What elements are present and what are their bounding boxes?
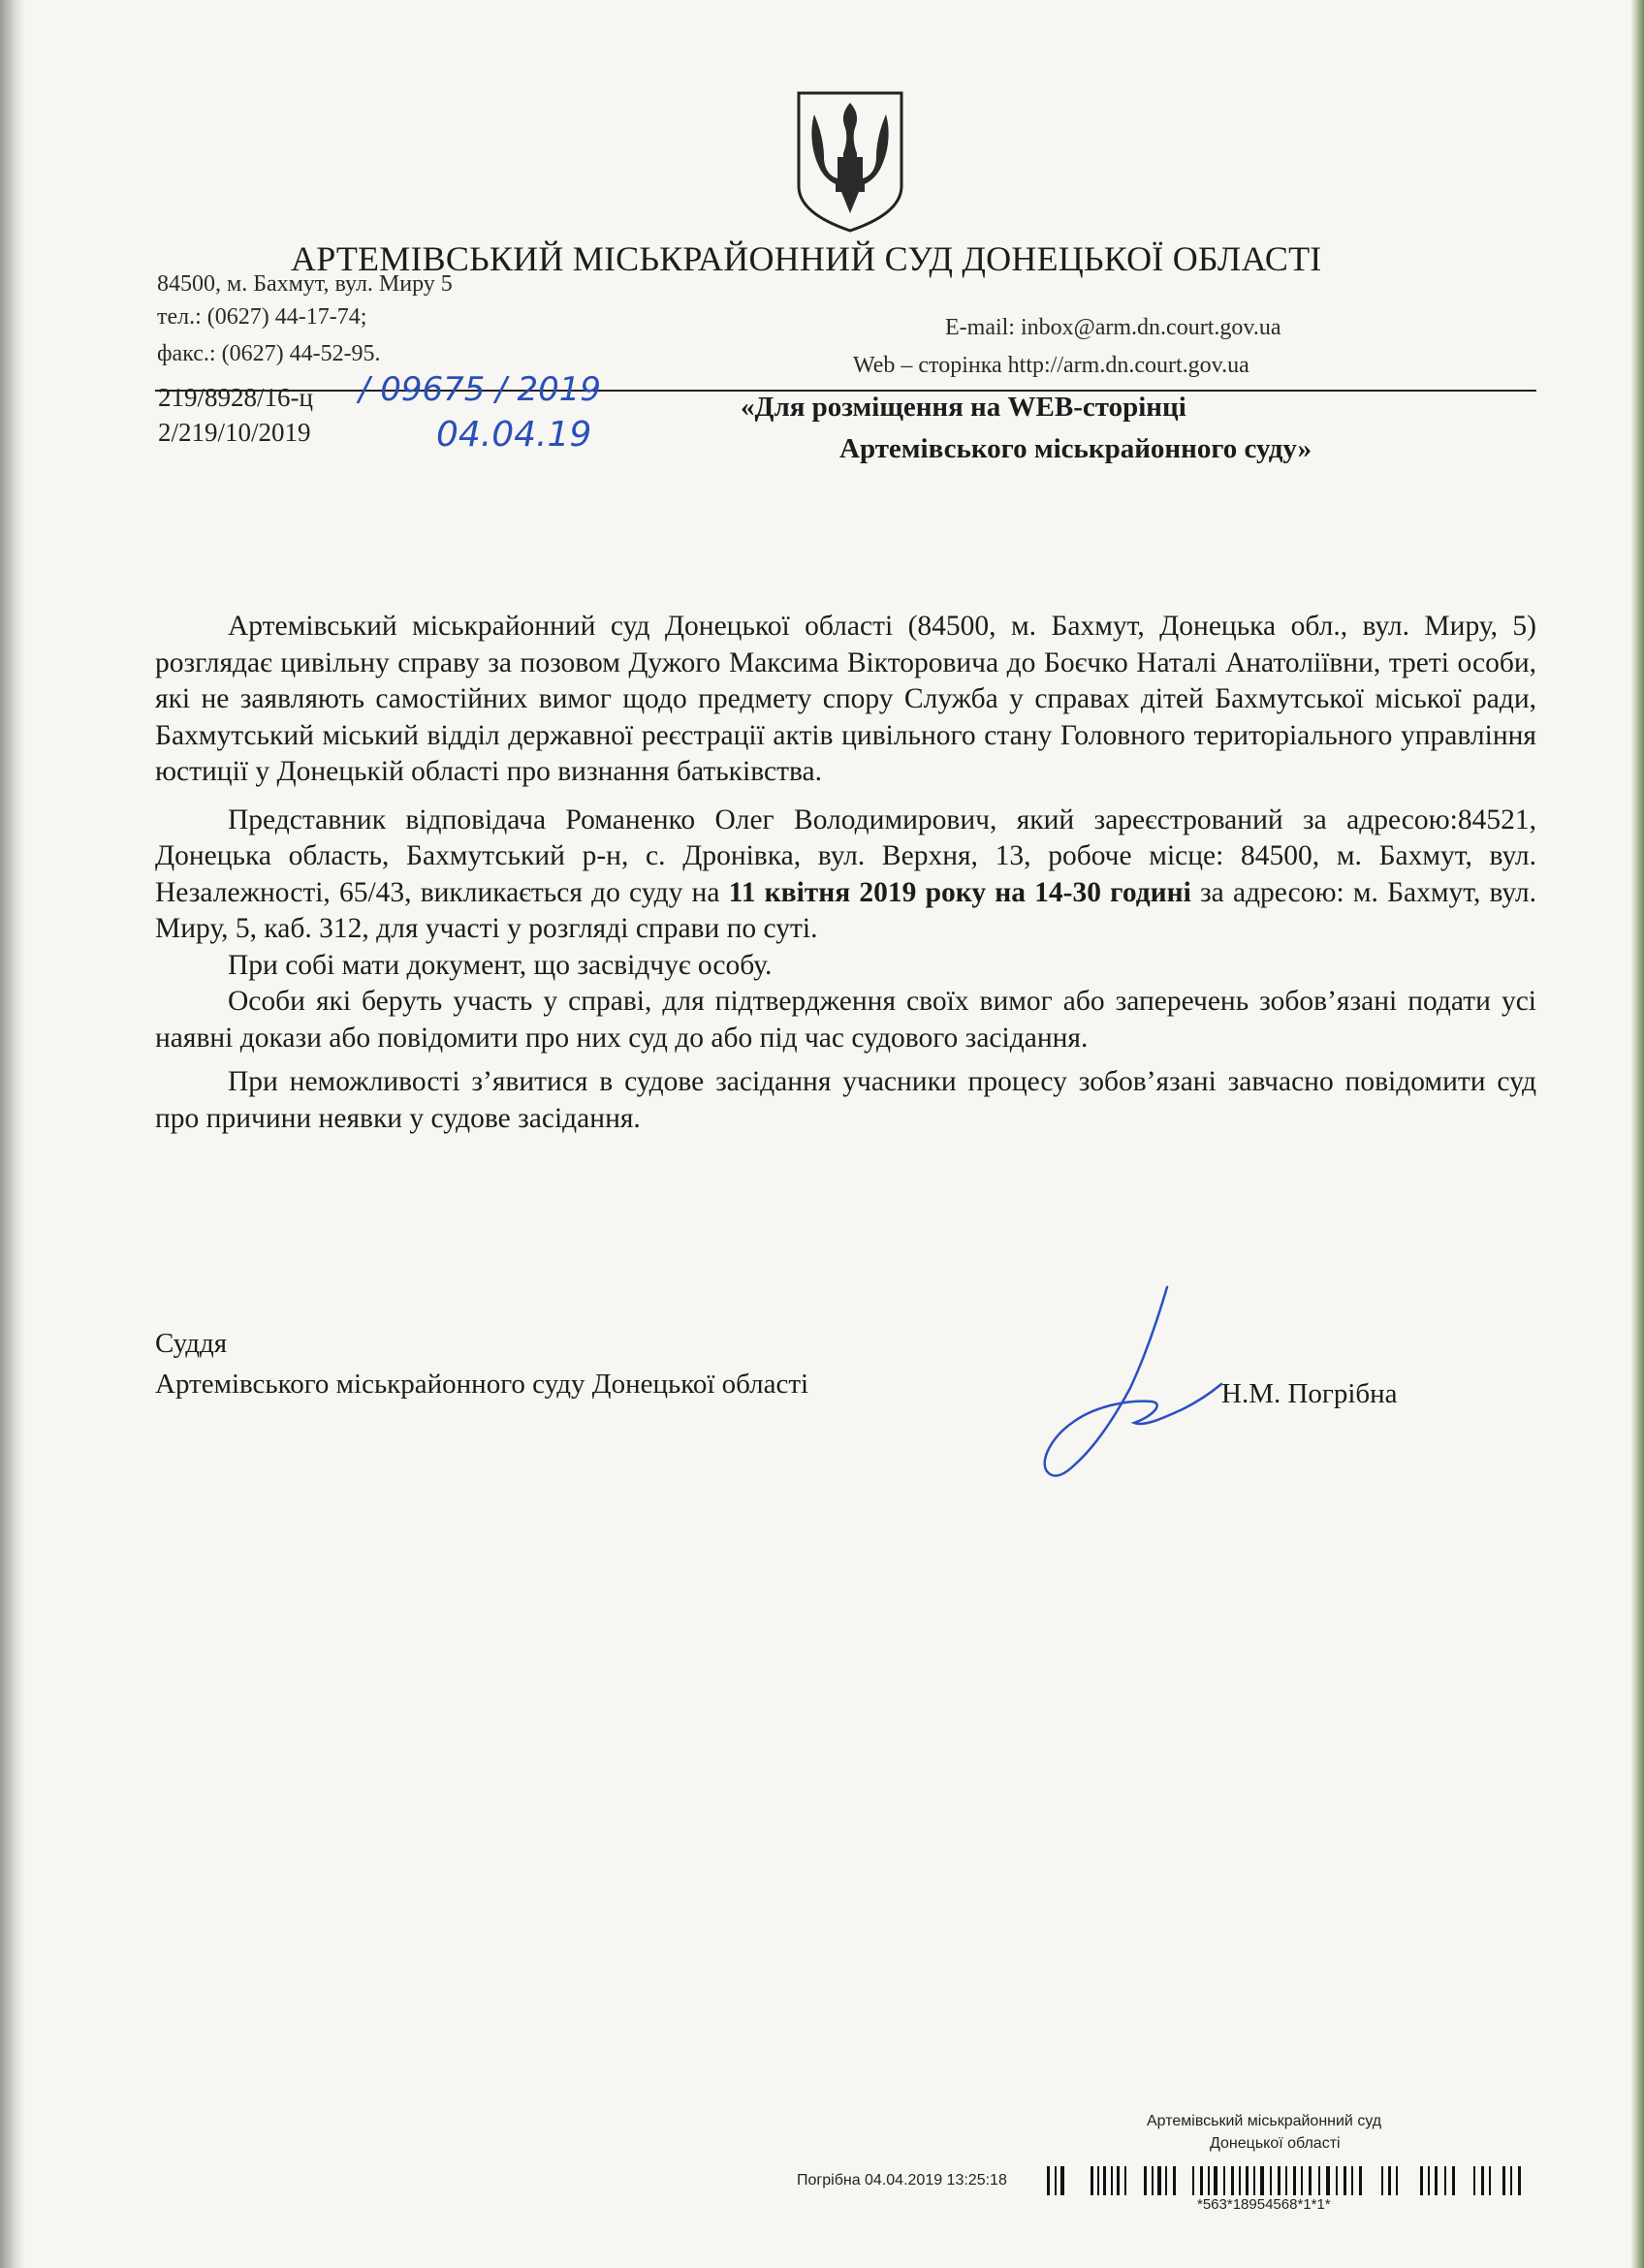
- signature-title: Суддя: [155, 1328, 228, 1359]
- footer-court-line1: Артемівський міськрайонний суд: [1147, 2113, 1382, 2129]
- notice-body: [155, 609, 1536, 1137]
- body-paragraph-4: Особи які беруть участь у справі, для підтвердження своїх вимог або заперечень зобов’язані подати усі наявні докази або повідомити про них суд до або під час судового засідання.: [155, 986, 1536, 1054]
- court-phone: тел.: (0627) 44-17-74;: [157, 304, 367, 330]
- barcode-text: *563*18954568*1*1*: [1197, 2196, 1331, 2213]
- body-paragraph-3: При собі мати документ, що засвідчує особу.: [228, 949, 773, 981]
- handwritten-signature: [1037, 1281, 1231, 1485]
- document-barcode: [1047, 2166, 1527, 2195]
- body-paragraph-2-text-b: за адресою: м. Бахмут, вул. Миру, 5, каб. 312, для участі у розгляді справи по суті.: [155, 876, 1536, 944]
- scan-edge-right: [1630, 0, 1644, 2268]
- body-paragraph-1: Артемівський міськрайонний суд Донецької області (84500, м. Бахмут, Донецька обл., вул. Миру, 5) розглядає цивільну справу за позовом Дужого Максима Вікторовича до Боєчко Наталі Анатоліївни, треті особи, які не заявляють самостійних вимог щодо предмету спору Служба у справах дітей Бахмутської міської ради, Бахмутський міський відділ державної реєстрації актів цивільного стану Головного територіального управління юстиції у Донецькій області про визнання батьківства.: [155, 611, 1536, 787]
- body-paragraph-5: При неможливості з’явитися в судове засідання учасники процесу зобов’язані завчасно повідомити суд про причини неявки у судове засідання.: [155, 1066, 1536, 1134]
- signature-judge-name: Н.М. Погрібна: [1221, 1378, 1398, 1409]
- registration-stamp-date: 04.04.19: [436, 415, 592, 455]
- footer-court-line2: Донецької області: [1210, 2135, 1341, 2152]
- court-address: 84500, м. Бахмут, вул. Миру 5: [157, 271, 453, 297]
- court-title: АРТЕМІВСЬКИЙ МІСЬКРАЙОННИЙ СУД ДОНЕЦЬКОЇ ОБЛАСТІ: [291, 239, 1322, 278]
- signature-court: Артемівського міськрайонного суду Донецької області: [155, 1369, 809, 1400]
- coat-of-arms-trident-icon: [793, 89, 907, 235]
- scan-edge-left: [0, 0, 25, 2268]
- web-placement-note-line1: «Для розміщення на WEB-сторінці: [741, 392, 1186, 423]
- hearing-date-time: 11 квітня 2019 року на 14-30 годині: [728, 876, 1191, 908]
- court-fax: факс.: (0627) 44-52-95.: [157, 341, 381, 366]
- body-paragraph-2: [155, 803, 1536, 948]
- court-email: E-mail: inbox@arm.dn.court.gov.ua: [945, 315, 1281, 340]
- registration-stamp-number: / 09675 / 2019: [359, 370, 602, 409]
- body-paragraph-2-text-a: Представник відповідача Романенко Олег Володимирович, який зареєстрований за адресою:84521, Донецька область, Бахмутський р-н, с. Дронівка, вул. Верхня, 13, робоче місце: 84500, м. Бахмут, вул. Незалежності, 65/43, викликається до суду на: [155, 803, 1536, 908]
- case-number: 219/8928/16-ц: [158, 383, 313, 412]
- outgoing-number: 2/219/10/2019: [158, 418, 311, 447]
- court-website: Web – сторінка http://arm.dn.court.gov.ua: [853, 353, 1249, 378]
- web-placement-note-line2: Артемівського міськрайонного суду»: [839, 433, 1312, 464]
- footer-signed-by: Погрібна 04.04.2019 13:25:18: [797, 2172, 1007, 2189]
